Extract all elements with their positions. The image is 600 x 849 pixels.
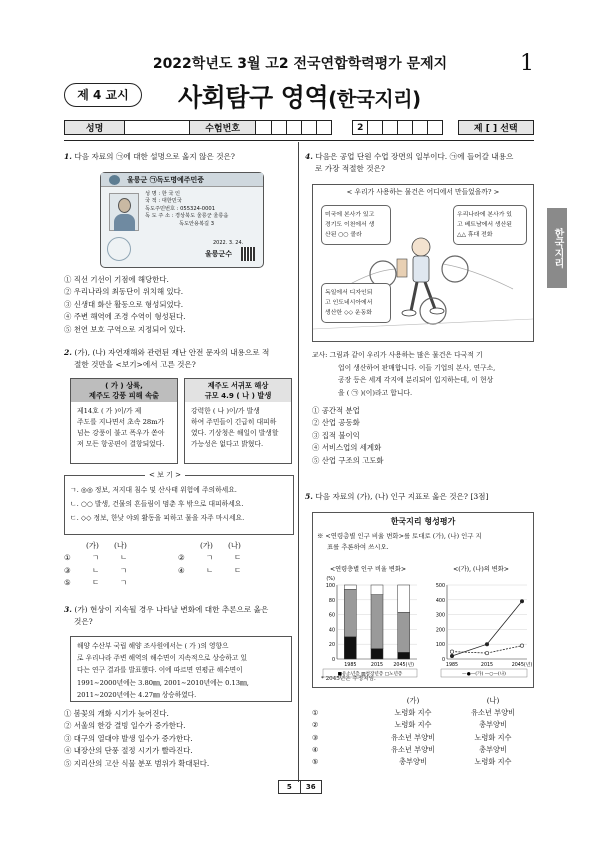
choice-na: 노령화 지수 bbox=[474, 757, 512, 767]
choice[interactable]: ④ 주변 해역에 조경 수역이 형성된다. bbox=[64, 312, 186, 322]
choice[interactable]: ⑤ 지리산의 고산 식물 분포 범위가 확대된다. bbox=[64, 758, 210, 768]
choice[interactable]: ④ 내장산의 단풍 절정 시기가 빨라진다. bbox=[64, 746, 193, 756]
y-tick-label: 80 bbox=[328, 598, 335, 604]
y-tick-label: 100 bbox=[325, 584, 335, 589]
exam-no-gap bbox=[443, 121, 458, 135]
card-line: 독도주민번호 : 055324-0001 bbox=[145, 205, 215, 212]
q4-picture-box bbox=[312, 184, 534, 342]
alert-left-header bbox=[71, 379, 177, 402]
q1-number: 1. bbox=[64, 152, 72, 161]
q5-number: 5. bbox=[305, 492, 313, 501]
choice-na: 총부양비 bbox=[479, 720, 507, 730]
y-axis-label: (%) bbox=[326, 576, 335, 582]
q2-text: (가), (나) 자연재해와 관련된 재난 안전 문자의 내용으로 적 bbox=[74, 348, 270, 357]
bogi-item: ㄱ. ◎◎ 정보, 저지대 침수 및 산사태 위험에 주의하세요. bbox=[70, 486, 237, 494]
alert-right-title1: 제주도 서귀포 해상 bbox=[207, 381, 269, 390]
legend-text: —●—(가) —○—(나) bbox=[462, 672, 506, 677]
q3-box-line: 로 우리나라 주변 해역의 해수면이 지속적으로 상승하고 있 bbox=[77, 654, 247, 663]
choice[interactable]: ⑤ 천연 보호 구역으로 지정되어 있다. bbox=[64, 324, 186, 334]
head-na: (나) bbox=[228, 541, 241, 550]
bubble-line: △△ 휴대 전화 bbox=[457, 232, 493, 239]
card-issuer: 울릉군수 bbox=[205, 250, 233, 258]
bar-segment bbox=[371, 595, 383, 649]
alert-left-title2: 제주도 강풍 피해 속출 bbox=[89, 390, 159, 400]
choice-no[interactable]: ⑤ bbox=[312, 757, 319, 767]
choice-no[interactable]: ④ bbox=[178, 565, 185, 575]
card-qr-icon bbox=[241, 247, 255, 261]
chart-title: <(가), (나)의 변화> bbox=[453, 566, 509, 573]
name-label: 성명 bbox=[65, 121, 125, 135]
choice[interactable]: ③ 대구의 열대야 발생 일수가 증가한다. bbox=[64, 733, 193, 743]
q3-stem-line1 bbox=[64, 604, 294, 616]
q2-choice-row bbox=[64, 577, 294, 589]
choice[interactable]: ① 공간적 분업 bbox=[312, 406, 360, 415]
page-footer bbox=[278, 780, 322, 794]
q1-text: 다음 자료의 ㉠에 대한 설명으로 옳지 않은 것은? bbox=[74, 152, 235, 161]
data-point bbox=[520, 600, 523, 603]
card-date: 2022. 3. 24. bbox=[213, 240, 244, 246]
q4-choices bbox=[312, 405, 384, 467]
q3-box-line: 1991∼2000년에는 3.80㎜, 2001∼2010년에는 0.13㎜, bbox=[77, 678, 249, 687]
card-seal-icon bbox=[107, 237, 131, 261]
y-tick-label: 100 bbox=[435, 643, 445, 649]
choice-no[interactable]: ④ bbox=[312, 744, 319, 754]
teacher-line: 을 ( ㉠ )(이)라고 합니다. bbox=[338, 388, 413, 397]
choice-ga: ㄴ bbox=[92, 565, 100, 575]
q3-box-line: 다는 연구 결과를 발표했다. 이에 따르면 연평균 해수면이 bbox=[77, 666, 243, 675]
x-tick-label: 1985 bbox=[344, 663, 357, 668]
page-number: 1 bbox=[520, 51, 534, 76]
q2-choices bbox=[64, 540, 294, 590]
indicator-line-chart bbox=[423, 563, 535, 683]
exam-no-cell[interactable] bbox=[301, 121, 316, 135]
alert-left-body bbox=[71, 402, 177, 450]
head-ga: (가) bbox=[86, 541, 99, 550]
q4-stem bbox=[305, 151, 537, 175]
bar-segment bbox=[344, 589, 356, 636]
q4-number: 4. bbox=[305, 152, 313, 161]
bubble-line: 미국에 본사가 있고 bbox=[325, 212, 375, 218]
alert-right bbox=[184, 378, 292, 464]
x-tick-label: 2045(년) bbox=[511, 663, 533, 668]
card-line: 성 명 : 한 국 인 bbox=[145, 191, 181, 197]
head-na: (나) bbox=[114, 541, 127, 550]
alert-left-line: 제14호 ( 가 )이/가 제 bbox=[77, 407, 142, 415]
choice-na: ㄷ bbox=[234, 565, 242, 575]
q2-text-cont: 절한 것만을 <보기>에서 고른 것은? bbox=[74, 360, 196, 369]
head-ga: (가) bbox=[200, 541, 213, 550]
exam-no-cell[interactable] bbox=[256, 121, 271, 135]
choice[interactable]: ① 봄꽃의 개화 시기가 늦어진다. bbox=[64, 709, 169, 718]
bar-segment bbox=[398, 612, 410, 652]
choice[interactable]: ② 우리나라의 최동단이 위치해 있다. bbox=[64, 287, 184, 297]
choice-na: 노령화 지수 bbox=[474, 732, 512, 742]
bubble-line: 생산한 ◇◇ 운동화 bbox=[325, 310, 372, 317]
q5-choice-row bbox=[312, 756, 538, 768]
alert-left bbox=[70, 378, 178, 464]
choice-no[interactable]: ② bbox=[178, 553, 185, 563]
q5-instr-line: ※ <연령층별 인구 비율 변화>를 토대로 (가), (나) 인구 지 bbox=[317, 532, 482, 540]
alert-right-line: 하여 주민들이 긴급히 대피하 bbox=[191, 418, 277, 426]
bubble-bottom bbox=[321, 283, 391, 323]
alert-right-line: 였다. 기상청은 해일이 발생할 bbox=[191, 429, 279, 437]
bubble-line: 경기도 이천에서 생 bbox=[325, 222, 375, 229]
q5-choice-head bbox=[312, 695, 538, 707]
choice-na: 총부양비 bbox=[479, 744, 507, 754]
card-line: 독도안용복길 3 bbox=[179, 220, 215, 227]
q2-number: 2. bbox=[64, 348, 72, 357]
alert-right-header bbox=[185, 379, 291, 402]
bar-segment bbox=[371, 585, 383, 595]
choice-no[interactable]: ⑤ bbox=[64, 578, 71, 588]
teacher-line: 업이 생산하여 판매합니다. 이들 기업의 본사, 연구소, bbox=[338, 363, 496, 372]
legend-text: ■유소년층 ▥청장년층 □노년층 bbox=[337, 672, 403, 677]
exam-title: 2022학년도 3월 고2 전국연합학력평가 문제지 bbox=[152, 56, 448, 72]
choice-no[interactable]: ③ bbox=[64, 565, 71, 575]
exam-no-cell[interactable] bbox=[428, 121, 443, 135]
choice-no[interactable]: ③ bbox=[312, 732, 319, 742]
card-header bbox=[101, 173, 263, 187]
bar-segment bbox=[344, 585, 356, 589]
q5-box bbox=[312, 512, 534, 688]
card-line: 국 적 : 대한민국 bbox=[145, 198, 182, 205]
card-info bbox=[145, 191, 228, 228]
footer-total: 36 bbox=[305, 783, 316, 791]
q5-text: 다음 자료의 (가), (나) 인구 지표로 옳은 것은? [3점] bbox=[315, 492, 489, 501]
card-photo-icon bbox=[109, 193, 139, 231]
data-point bbox=[450, 654, 453, 657]
age-ratio-bar-chart bbox=[313, 563, 423, 683]
head-ga: (가) bbox=[406, 696, 420, 705]
bubble-line: 독일에서 디자인되 bbox=[325, 290, 373, 296]
bubble-right bbox=[453, 205, 527, 245]
y-tick-label: 500 bbox=[435, 584, 445, 589]
data-point bbox=[485, 651, 488, 654]
choice-ga: ㄱ bbox=[206, 553, 214, 563]
bubble-line: 고 베트남에서 생산된 bbox=[457, 222, 512, 229]
bogi-item: ㄷ. ◇◇ 정보, 한낮 야외 활동을 피하고 물을 자주 마시세요. bbox=[70, 514, 245, 522]
subject-main: 사회탐구 영역 bbox=[178, 83, 329, 112]
y-tick-label: 0 bbox=[441, 658, 445, 663]
x-tick-label: 2045(년) bbox=[393, 663, 414, 668]
q3-text-cont: 것은? bbox=[74, 617, 93, 626]
choice[interactable]: ② 산업 공동화 bbox=[312, 418, 360, 428]
exam-no-cell[interactable] bbox=[383, 121, 398, 135]
card-emblem bbox=[109, 175, 120, 185]
chart-title: <연령층별 인구 비율 변화> bbox=[329, 566, 407, 573]
q4-stem-line1 bbox=[305, 151, 537, 163]
subject-title bbox=[178, 78, 421, 114]
q5-box-title: 한국지리 형성평가 bbox=[390, 517, 456, 526]
q5-note: * 2045년은 추정치임. bbox=[321, 676, 376, 682]
series-line bbox=[452, 601, 522, 656]
y-tick-label: 60 bbox=[328, 613, 335, 619]
q2-choice-row bbox=[64, 552, 294, 564]
y-tick-label: 400 bbox=[435, 598, 445, 604]
choice-no[interactable]: ② bbox=[312, 720, 319, 730]
bubble-left bbox=[321, 205, 391, 245]
exam-no-cell[interactable] bbox=[286, 121, 301, 135]
x-tick-label: 1985 bbox=[445, 663, 459, 668]
alert-left-line: 져 모든 항공편이 결항되었다. bbox=[77, 440, 165, 448]
name-field[interactable] bbox=[125, 121, 190, 135]
q5-choice-row bbox=[312, 732, 538, 744]
bar-segment bbox=[344, 637, 356, 659]
q3-box bbox=[70, 636, 292, 702]
exam-no-label: 수험번호 bbox=[189, 121, 256, 135]
bogi-label: < 보 기 > bbox=[145, 470, 185, 480]
choice-na: ㄷ bbox=[234, 553, 242, 563]
choice-na: ㄱ bbox=[120, 578, 128, 588]
y-tick-label: 0 bbox=[331, 658, 335, 663]
choice[interactable]: ⑤ 산업 구조의 고도화 bbox=[312, 455, 384, 465]
exam-no-dash bbox=[331, 121, 353, 135]
data-point bbox=[450, 650, 453, 653]
q2-choice-head bbox=[64, 540, 294, 552]
choice-na: 유소년 부양비 bbox=[471, 708, 515, 718]
y-tick-label: 300 bbox=[435, 613, 445, 619]
data-point bbox=[485, 643, 488, 646]
choice-no[interactable]: ① bbox=[64, 553, 71, 563]
teacher-text bbox=[312, 349, 538, 399]
teacher-line: 공장 등은 세계 각지에 분리되어 입지하는데, 이 현상 bbox=[338, 376, 494, 385]
exam-no-cell[interactable] bbox=[398, 121, 413, 135]
alert-left-line: 주도를 지나면서 초속 28m가 bbox=[77, 418, 165, 426]
q3-box-line: 해양 수산부 국립 해양 조사원에서는 ( 가 )의 영향으 bbox=[77, 642, 229, 650]
alert-right-body bbox=[185, 402, 291, 450]
q5-instr bbox=[313, 531, 533, 553]
choice-ga: ㄱ bbox=[92, 553, 100, 563]
x-tick-label: 2015 bbox=[480, 663, 494, 668]
top-rule bbox=[64, 140, 534, 141]
choice-na: ㄱ bbox=[120, 565, 128, 575]
bubble-line: 우리나라에 본사가 있 bbox=[457, 212, 512, 218]
y-tick-label: 20 bbox=[328, 643, 335, 649]
subject-sub: (한국지리) bbox=[328, 87, 421, 111]
bar-segment bbox=[371, 649, 383, 659]
q4-text: 다음은 공업 단원 수업 장면의 일부이다. ㉠에 들어갈 내용으 bbox=[315, 152, 514, 161]
q5-choice-row bbox=[312, 719, 538, 731]
choice[interactable]: ③ 신생대 화산 활동으로 형성되었다. bbox=[64, 299, 184, 309]
q3-box-line: 2011∼2020년에는 4.27㎜ 상승하였다. bbox=[77, 690, 197, 699]
q2-stem bbox=[64, 347, 294, 371]
q2-stem-line1 bbox=[64, 347, 294, 359]
y-tick-label: 40 bbox=[328, 628, 335, 634]
session-badge: 제 4 교시 bbox=[64, 83, 142, 107]
alert-left-title1: ( 가 ) 상륙, bbox=[105, 381, 143, 390]
footer-page: 5 bbox=[279, 781, 301, 793]
data-point bbox=[520, 644, 523, 647]
x-tick-label: 2015 bbox=[370, 663, 384, 668]
q2-choice-row bbox=[64, 565, 294, 577]
q3-number: 3. bbox=[64, 605, 72, 614]
exam-no-cell[interactable] bbox=[316, 121, 331, 135]
alert-right-title2: 규모 4.9 ( 나 ) 발생 bbox=[204, 390, 272, 400]
choice-no[interactable]: ① bbox=[312, 708, 319, 718]
choice[interactable]: ③ 집적 불이익 bbox=[312, 430, 360, 440]
column-divider bbox=[298, 142, 299, 782]
q1-stem bbox=[64, 151, 294, 163]
side-tab: 한국지리 bbox=[547, 208, 567, 288]
exam-no-cell[interactable] bbox=[413, 121, 428, 135]
exam-no-digit: 2 bbox=[353, 121, 368, 135]
select-label: 제 [ ] 선택 bbox=[458, 121, 533, 135]
picture-title: < 우리가 사용하는 물건은 어디에서 만들었을까? > bbox=[346, 188, 500, 196]
teacher-line: 교사: 그림과 같이 우리가 사용하는 많은 물건은 다국적 기 bbox=[312, 351, 483, 359]
alert-right-line: 강력한 ( 나 )이/가 발생 bbox=[191, 407, 260, 415]
resident-card bbox=[100, 172, 264, 268]
bogi-box bbox=[64, 471, 294, 535]
choice[interactable]: ② 서울의 한강 결빙 일수가 증가한다. bbox=[64, 721, 186, 731]
choice-ga: 유소년 부양비 bbox=[391, 744, 435, 754]
q3-text: (가) 현상이 지속될 경우 나타날 변화에 대한 추론으로 옳은 bbox=[74, 605, 269, 614]
q3-choices bbox=[64, 708, 209, 770]
choice-ga: ㄷ bbox=[92, 578, 100, 588]
q4-text-cont: 로 가장 적절한 것은? bbox=[315, 164, 385, 173]
bubble-line: 고 인도네시아에서 bbox=[325, 300, 373, 307]
q5-choice-row bbox=[312, 707, 538, 719]
bar-segment bbox=[398, 585, 410, 612]
head-na: (나) bbox=[486, 696, 500, 705]
card-line: 독 도 주 소 : 경상북도 울릉군 울릉읍 bbox=[145, 213, 229, 220]
y-tick-label: 200 bbox=[435, 628, 445, 634]
choice[interactable]: ④ 서비스업의 세계화 bbox=[312, 443, 382, 453]
q5-choice-row bbox=[312, 744, 538, 756]
alert-right-line: 가능성은 없다고 밝혔다. bbox=[191, 440, 264, 448]
card-title: 울릉군 ㉠독도명예주민증 bbox=[127, 176, 205, 184]
bar-segment bbox=[398, 652, 410, 659]
choice-ga: 노령화 지수 bbox=[394, 720, 432, 730]
exam-no-cell[interactable] bbox=[368, 121, 383, 135]
choice-ga: 유소년 부양비 bbox=[391, 732, 435, 742]
bogi-item: ㄴ. ○○ 발생, 건물의 흔들림이 멈춘 후 밖으로 대피하세요. bbox=[70, 500, 244, 508]
alert-left-line: 넘는 강풍이 불고 폭우가 쏟아 bbox=[77, 429, 165, 437]
bubble-line: 산된 ○○ 콜라 bbox=[325, 232, 362, 239]
q5-stem bbox=[305, 491, 537, 503]
q3-stem bbox=[64, 604, 294, 628]
choice-na: ㄴ bbox=[120, 553, 128, 563]
q1-choices bbox=[64, 274, 185, 336]
choice[interactable]: ① 직선 기선이 기점에 해당한다. bbox=[64, 275, 169, 284]
q5-instr-line: 표를 추론하여 쓰시오. bbox=[327, 543, 389, 551]
q5-choices bbox=[312, 695, 538, 768]
exam-no-cell[interactable] bbox=[271, 121, 286, 135]
choice-ga: 노령화 지수 bbox=[394, 708, 432, 718]
student-info-row bbox=[64, 120, 534, 135]
choice-ga: ㄴ bbox=[206, 565, 214, 575]
choice-ga: 총부양비 bbox=[399, 757, 427, 767]
